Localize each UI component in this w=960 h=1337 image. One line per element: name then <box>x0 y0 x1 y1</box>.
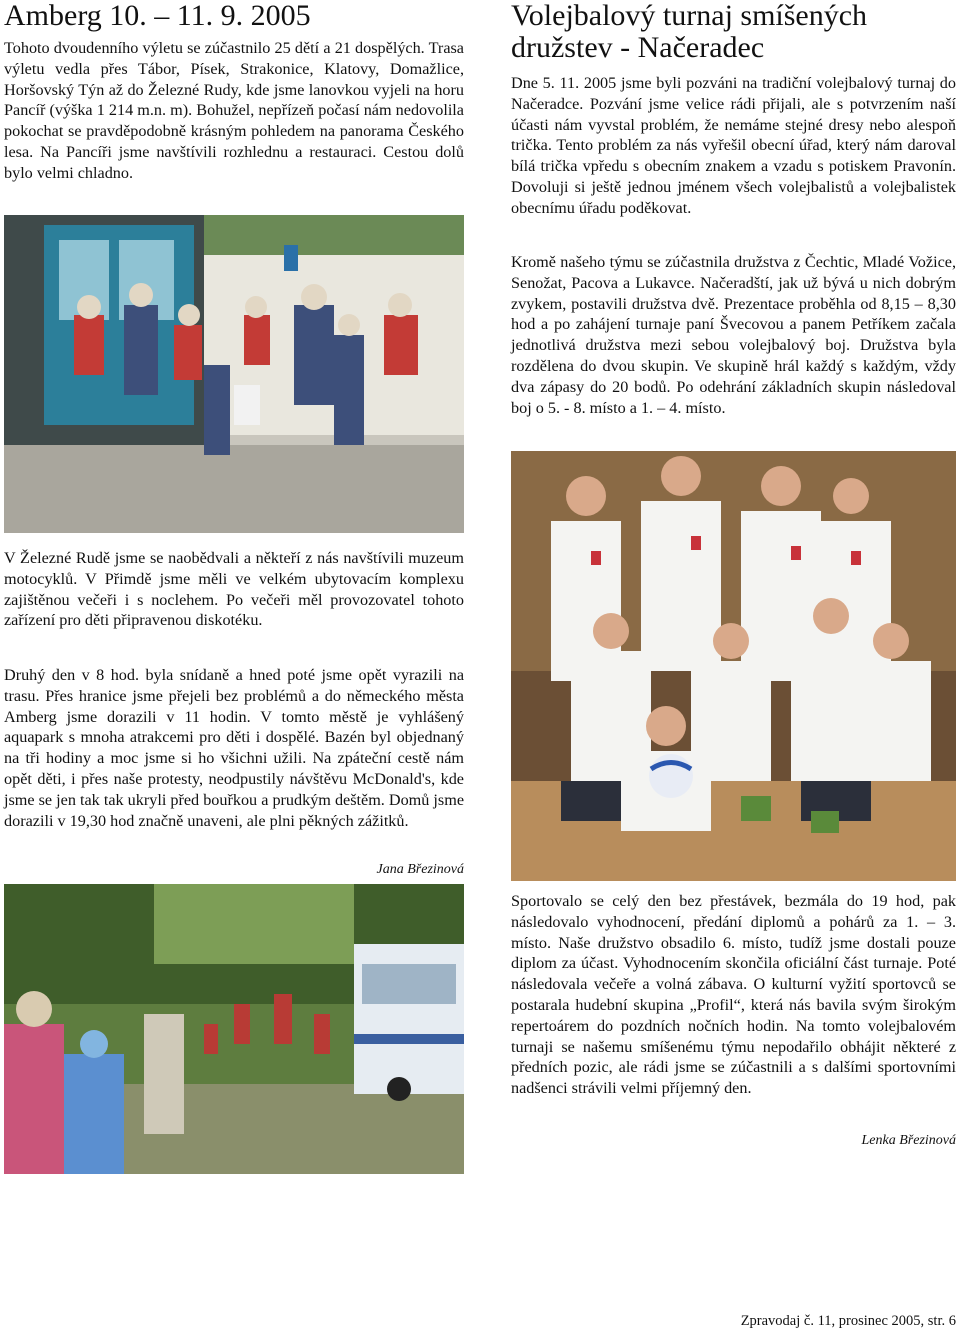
left-article-intro: Tohoto dvoudenního výletu se zúčastnilo 25 dětí a 21 dospělých. Trasa výletu vedla přes Tábor, Písek, Strakonice, Klatovy, Domažlice, Horšovský Týn až do Železné Rudy, kde jsme lanovkou vyjeli na horu Pancíř (výška 1 214 m.n. m). Bohužel, nepřízeň počasí nám nedovolila pokochat se pravděpodobně krásným pohledem na panorama Českého lesa. Na Pancíři jsme navštívili rozhlednu a restauraci. Cestou dolů bylo velmi chladno. <box>4 39 464 182</box>
photo-group-at-bus <box>4 884 464 1174</box>
left-article-author: Jana Březinová <box>376 862 464 877</box>
right-article-title: Volejbalový turnaj smíšených družstev - Načeradec <box>511 0 868 64</box>
page-footer: Zpravodaj č. 11, prosinec 2005, str. 6 <box>740 1313 956 1329</box>
left-article-paragraph-3: Druhý den v 8 hod. byla snídaně a hned poté jsme opět vyrazili na trasu. Přes hranice jsme přejeli bez problémů a do německého města Amberg jsme dorazili v 11 hodin. V tomto městě je vyhlášený aquapark s mnoha atrakcemi pro děti i dospělé. Bazén byl objednaný na tři hodiny a moc jsme si ho všichni užili. Na zpáteční cestě nám opět děti, i přes naše protesty, neodpustily návštěvu McDonald's, kde jsme se jen tak tak ukryli před bouřkou a prudkým deštěm. Domů jsme dorazili v 19,30 hod značně unaveni, ale plni pěkných zážitků. <box>4 666 464 830</box>
photo-volleyball-team <box>511 451 956 881</box>
right-article-paragraph-1: Dne 5. 11. 2005 jsme byli pozváni na tradiční volejbalový turnaj do Načeradce. Pozvání jsme velice rádi přijali, ale s potvrzením naší účasti nám vyvstal problém, že nemáme stejné dresy nebo alespoň trička. Tento problém za nás vyřešil obecní úřad, který nám daroval bílá trička vpředu s obecním znakem a vzadu s potiskem Pravonín. Dovoluji si ještě jednou jménem všech volejbalistů a volejbalistek obecnímu úřadu poděkovat. <box>511 74 956 217</box>
left-article-paragraph-2: V Železné Rudě jsme se naobědvali a někteří z nás navštívili muzeum motocyklů. V Přimdě jsme měli ve velkém ubytovacím komplexu zajištěnou večeři i s noclehem. Po večeři měl provozovatel tohoto zařízení pro děti připravenou diskotéku. <box>4 549 464 630</box>
right-article-paragraph-3: Sportovalo se celý den bez přestávek, bezmála do 19 hod, pak následovalo vyhodnocení, předání diplomů a pohárů za 1. – 3. místo. Naše družstvo obsadilo 6. místo, tudíž jsme dostali pouze diplom za účast. Vyhodnocením skončila oficiální část turnaje. Poté následovala večeře a volná zábava. O kulturní vyžití sportovců se postarala hudební skupina „Profil“, která nás bavila svým širokým repertoárem do pozdních nočních hodin. Na tomto volejbalovém turnaji se našemu smíšenému týmu nepodařilo obhájit některé z předních pozic, ale rádi jsme se zúčastnili a s dalšími sportovními nadšenci strávili velmi příjemný den. <box>511 892 956 1098</box>
photo-group-at-building <box>4 215 464 533</box>
left-article-title: Amberg 10. – 11. 9. 2005 <box>4 0 311 32</box>
right-article-paragraph-2: Kromě našeho týmu se zúčastnila družstva z Čechtic, Mladé Vožice, Senožat, Pacova a Lukavce. Načeradští, jak už bývá u nich dobrým zvykem, postavili družstva dvě. Prezentace proběhla od 8,15 – 8,30 hod a po zahájení turnaje paní Švecovou a panem Petříkem začala jednotlivá družstva mezi sebou volejbalový boj. Družstva byla rozdělena do dvou skupin. Ve skupině hrál každý s každým, vždy dva zápasy do 20 bodů. Po odehrání základních skupin následoval boj o 5. - 8. místo a 1. – 4. místo. <box>511 253 956 417</box>
right-article-author: Lenka Březinová <box>861 1133 956 1148</box>
